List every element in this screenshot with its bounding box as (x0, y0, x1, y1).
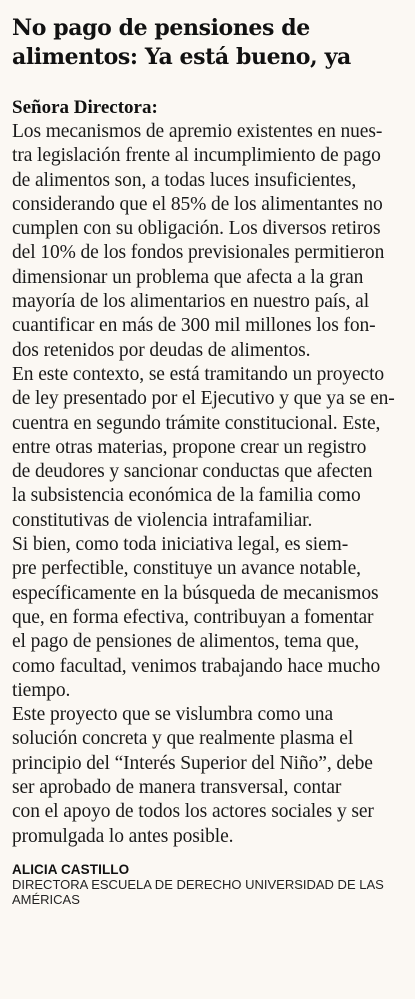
salutation: Señora Directora: (12, 97, 158, 118)
body-line: la subsistencia económica de la familia como (12, 485, 361, 507)
body-line: cumplen con su obligación. Los diversos retiros (12, 218, 381, 240)
author-title (12, 877, 405, 907)
headline-line: alimentos: Ya está bueno, ya (12, 44, 351, 70)
headline (12, 14, 405, 72)
body-line: del 10% de los fondos previsionales permitieron (12, 242, 385, 264)
body-line: principio del “Interés Superior del Niño”, debe (12, 752, 373, 774)
headline-line: No pago de pensiones de (12, 15, 310, 41)
body-line: dimensionar un problema que afecta a la gran (12, 266, 364, 288)
body-line: constitutivas de violencia intrafamiliar. (12, 509, 313, 531)
body-line: de deudores y sancionar conductas que afecten (12, 461, 373, 483)
body-line: Los mecanismos de apremio existentes en nues- (12, 121, 383, 142)
body-line: solución concreta y que realmente plasma el (12, 728, 354, 750)
author-title-line: AMÉRICAS (12, 891, 80, 907)
body-line: Este proyecto que se vislumbra como una (12, 704, 334, 726)
signature (12, 862, 405, 907)
body-line: promulgada lo antes posible. (12, 825, 234, 847)
body-line: tiempo. (12, 679, 71, 701)
body-line: de ley presentado por el Ejecutivo y que ya se en- (12, 388, 395, 410)
body-line: cuentra en segundo trámite constitucional. Este, (12, 412, 381, 434)
body-line: ser aprobado de manera transversal, contar (12, 777, 342, 799)
body-line: dos retenidos por deudas de alimentos. (12, 339, 311, 361)
body-line: como facultad, venimos trabajando hace mucho (12, 655, 381, 677)
body-line: entre otras materias, propone crear un registro (12, 436, 367, 458)
body-line: tra legislación frente al incumplimiento de pago (12, 145, 381, 167)
body-line: de alimentos son, a todas luces insuficientes, (12, 169, 357, 191)
body-line: el pago de pensiones de alimentos, tema que, (12, 631, 360, 653)
body-line: que, en forma efectiva, contribuyan a fomentar (12, 606, 374, 628)
body-line: específicamente en la búsqueda de mecanismos (12, 582, 379, 604)
body-line: mayoría de los alimentarios en nuestro país, al (12, 291, 370, 313)
body-line: considerando que el 85% de los alimentantes no (12, 193, 383, 215)
body-line: con el apoyo de todos los actores sociales y ser (12, 801, 374, 823)
letter-body (12, 120, 405, 849)
body-line: cuantificar en más de 300 mil millones los fon- (12, 315, 376, 337)
body-line: pre perfectible, constituye un avance notable, (12, 558, 361, 580)
body-line: En este contexto, se está tramitando un proyecto (12, 363, 385, 385)
body-line: Si bien, como toda iniciativa legal, es siem- (12, 534, 349, 556)
author-title-line: DIRECTORA ESCUELA DE DERECHO UNIVERSIDAD DE LAS (12, 876, 384, 892)
author-name: ALICIA CASTILLO (12, 861, 130, 877)
